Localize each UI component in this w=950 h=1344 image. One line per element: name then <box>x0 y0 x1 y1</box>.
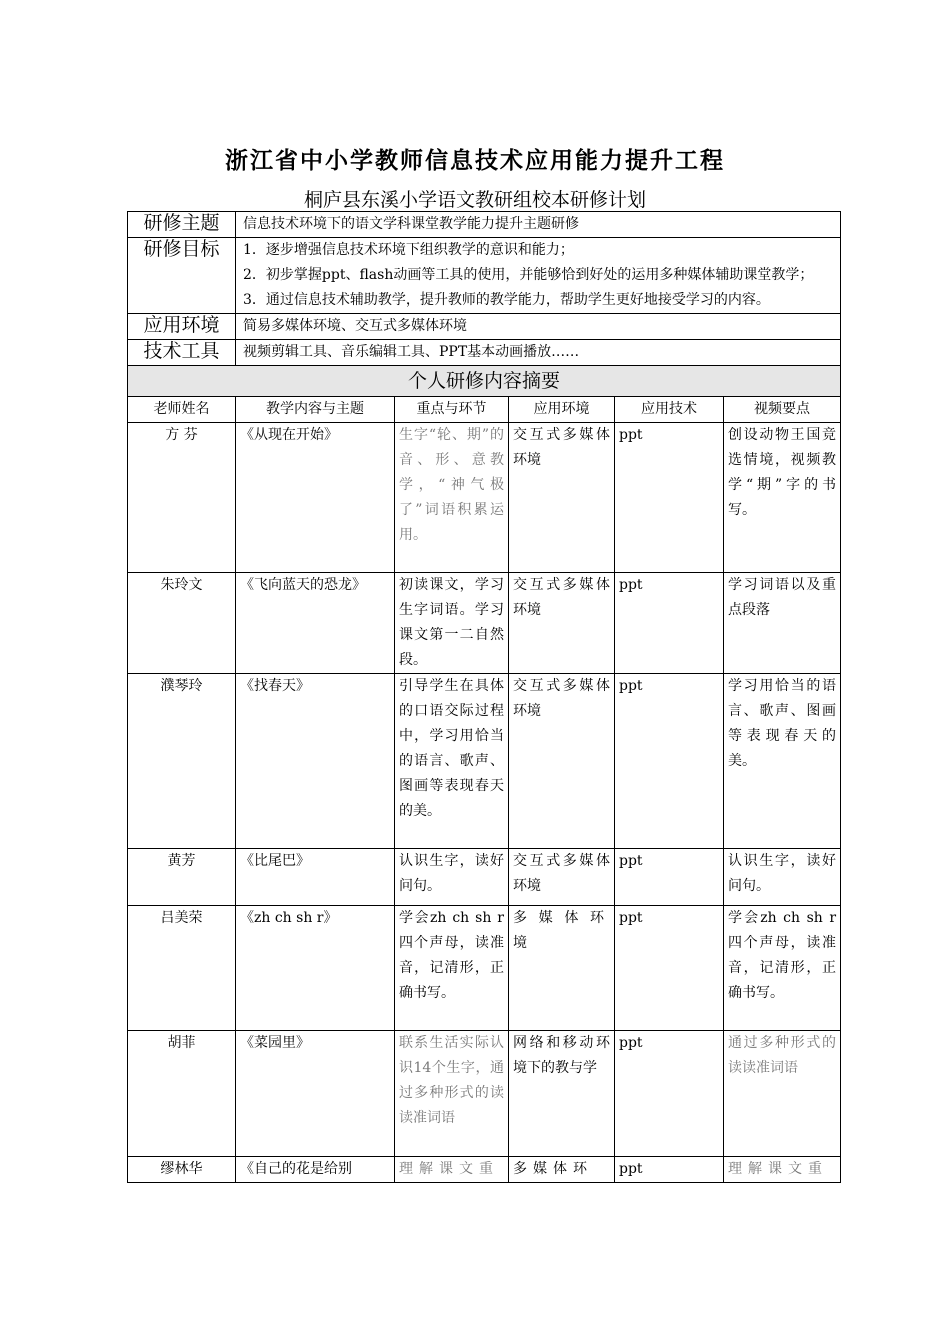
teacher-name: 黄芳 <box>128 849 236 906</box>
environment-value: 简易多媒体环境、交互式多媒体环境 <box>236 314 841 340</box>
section-row <box>128 366 841 397</box>
application-environment: 多媒体环 <box>509 1157 615 1183</box>
tools-row <box>128 340 841 366</box>
column-header-topic: 教学内容与主题 <box>236 397 395 423</box>
application-technology: ppt <box>615 1157 724 1183</box>
teacher-name: 胡菲 <box>128 1031 236 1157</box>
lesson-topic: 《从现在开始》 <box>236 423 395 573</box>
lesson-focus: 学会zh ch sh r四个声母，读准音，记清形，正确书写。 <box>395 906 509 1031</box>
goal-item-1: 1．逐步增强信息技术环境下组织教学的意识和能力； <box>243 242 574 258</box>
goal-item-2: 2．初步掌握ppt、flash动画等工具的使用，并能够恰到好处的运用多种媒体辅助课堂教学； <box>243 267 814 283</box>
application-environment: 交互式多媒体环境 <box>509 573 615 674</box>
lesson-focus: 引导学生在具体的口语交际过程中，学习用恰当的语言、歌声、图画等表现春天的美。 <box>395 674 509 849</box>
application-technology: ppt <box>615 573 724 674</box>
video-points: 创设动物王国竞选情境，视频教学“期”字的书写。 <box>724 423 841 573</box>
table-row <box>128 849 841 906</box>
column-header-technology: 应用技术 <box>615 397 724 423</box>
teacher-name: 朱玲文 <box>128 573 236 674</box>
application-technology: ppt <box>615 1031 724 1157</box>
theme-value: 信息技术环境下的语文学科课堂教学能力提升主题研修 <box>236 212 841 238</box>
teacher-name: 濮琴玲 <box>128 674 236 849</box>
table-row <box>128 1157 841 1183</box>
teacher-name: 吕美荣 <box>128 906 236 1031</box>
column-header-environment: 应用环境 <box>509 397 615 423</box>
goals-label: 研修目标 <box>128 238 236 314</box>
column-header-name: 老师姓名 <box>128 397 236 423</box>
application-technology: ppt <box>615 906 724 1031</box>
tools-value: 视频剪辑工具、音乐编辑工具、PPT基本动画播放…… <box>236 340 841 366</box>
video-points: 理解课文重 <box>724 1157 841 1183</box>
teacher-name: 缪林华 <box>128 1157 236 1183</box>
lesson-focus: 理解课文重 <box>395 1157 509 1183</box>
application-environment: 交互式多媒体环境 <box>509 849 615 906</box>
goals-value <box>236 238 841 314</box>
application-environment: 交互式多媒体环境 <box>509 674 615 849</box>
application-environment: 网络和移动环境下的教与学 <box>509 1031 615 1157</box>
theme-row <box>128 212 841 238</box>
lesson-topic: 《找春天》 <box>236 674 395 849</box>
column-header-focus: 重点与环节 <box>395 397 509 423</box>
lesson-topic: 《自己的花是给别 <box>236 1157 395 1183</box>
environment-label: 应用环境 <box>128 314 236 340</box>
goals-row <box>128 238 841 314</box>
lesson-focus: 生字“轮、期”的音、形、意教学，“神气极了”词语积累运用。 <box>395 423 509 573</box>
environment-row <box>128 314 841 340</box>
tools-label: 技术工具 <box>128 340 236 366</box>
application-technology: ppt <box>615 423 724 573</box>
application-technology: ppt <box>615 849 724 906</box>
goal-item-3: 3．通过信息技术辅助教学，提升教师的教学能力，帮助学生更好地接受学习的内容。 <box>243 292 770 308</box>
application-environment: 交互式多媒体环境 <box>509 423 615 573</box>
video-points: 学习用恰当的语言、歌声、图画等表现春天的美。 <box>724 674 841 849</box>
table-row <box>128 674 841 849</box>
table-row <box>128 423 841 573</box>
lesson-focus: 认识生字，读好问句。 <box>395 849 509 906</box>
theme-label: 研修主题 <box>128 212 236 238</box>
lesson-topic: 《zh ch sh r》 <box>236 906 395 1031</box>
table-row <box>128 906 841 1031</box>
teacher-name: 方 芬 <box>128 423 236 573</box>
table-row <box>128 1031 841 1157</box>
application-environment: 多媒体环境 <box>509 906 615 1031</box>
lesson-topic: 《飞向蓝天的恐龙》 <box>236 573 395 674</box>
lesson-focus: 联系生活实际认识14个生字，通过多种形式的读读准词语 <box>395 1031 509 1157</box>
lesson-topic: 《比尾巴》 <box>236 849 395 906</box>
column-header-row <box>128 397 841 423</box>
section-title: 个人研修内容摘要 <box>128 366 841 397</box>
video-points: 学会zh ch sh r四个声母，读准音，记清形，正确书写。 <box>724 906 841 1031</box>
column-header-video: 视频要点 <box>724 397 841 423</box>
document-title: 浙江省中小学教师信息技术应用能力提升工程 <box>225 147 725 174</box>
video-points: 学习词语以及重点段落 <box>724 573 841 674</box>
document-subtitle: 桐庐县东溪小学语文教研组校本研修计划 <box>303 189 646 211</box>
video-points: 认识生字，读好问句。 <box>724 849 841 906</box>
application-technology: ppt <box>615 674 724 849</box>
lesson-focus: 初读课文，学习生字词语。学习课文第一二自然段。 <box>395 573 509 674</box>
video-points: 通过多种形式的读读准词语 <box>724 1031 841 1157</box>
table-row <box>128 573 841 674</box>
lesson-topic: 《菜园里》 <box>236 1031 395 1157</box>
plan-table <box>127 211 841 1183</box>
